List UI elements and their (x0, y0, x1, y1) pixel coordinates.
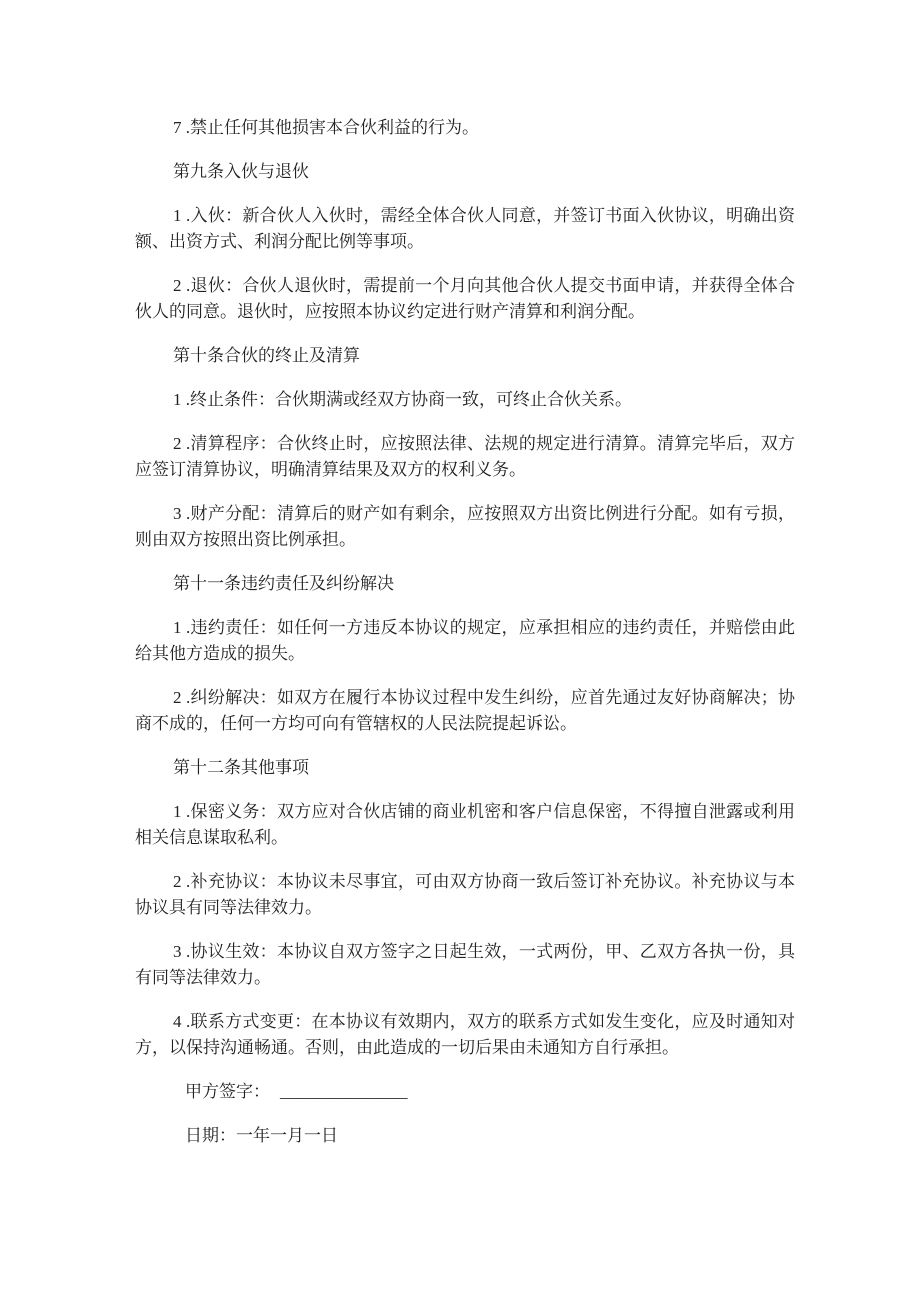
para-joining: 1 .入伙：新合伙人入伙时，需经全体合伙人同意，并签订书面入伙协议，明确出资额、出资方式、利润分配比例等事项。 (135, 206, 795, 251)
date-line (135, 1123, 795, 1149)
heading-article-10-termination-liquidation: 第十条合伙的终止及清算 (173, 346, 360, 365)
heading-article-12-misc: 第十二条其他事项 (173, 758, 309, 777)
signature-line-party-a (135, 1079, 795, 1105)
signature-party-a-label: 甲方签字： (185, 1082, 270, 1101)
para-termination-condition: 1 .终止条件：合伙期满或经双方协商一致，可终止合伙关系。 (173, 390, 632, 409)
clause-prohibit-harm: 7 .禁止任何其他损害本合伙利益的行为。 (173, 118, 479, 137)
para-withdrawal: 2 .退伙：合伙人退伙时，需提前一个月向其他合伙人提交书面申请，并获得全体合伙人的同意。退伙时，应按照本协议约定进行财产清算和利润分配。 (135, 276, 795, 321)
date-value: 一年一月一日 (236, 1126, 338, 1145)
para-dispute-resolution: 2 .纠纷解决：如双方在履行本协议过程中发生纠纷，应首先通过友好协商解决；协商不成的，任何一方均可向有管辖权的人民法院提起诉讼。 (135, 688, 795, 733)
para-breach-liability: 1 .违约责任：如任何一方违反本协议的规定，应承担相应的违约责任，并赔偿由此给其他方造成的损失。 (135, 618, 795, 663)
para-supplementary-agreement: 2 .补充协议：本协议未尽事宜，可由双方协商一致后签订补充协议。补充协议与本协议具有同等法律效力。 (135, 872, 795, 917)
signature-blank-line: _______________ (280, 1082, 408, 1101)
para-property-distribution: 3 .财产分配：清算后的财产如有剩余，应按照双方出资比例进行分配。如有亏损，则由双方按照出资比例承担。 (135, 504, 795, 549)
para-effectiveness: 3 .协议生效：本协议自双方签字之日起生效，一式两份，甲、乙双方各执一份，具有同等法律效力。 (135, 942, 795, 987)
para-confidentiality: 1 .保密义务：双方应对合伙店铺的商业机密和客户信息保密，不得擅自泄露或利用相关信息谋取私利。 (135, 802, 795, 847)
para-liquidation-procedure: 2 .清算程序：合伙终止时，应按照法律、法规的规定进行清算。清算完毕后，双方应签订清算协议，明确清算结果及双方的权利义务。 (135, 434, 795, 479)
heading-article-9-joining-withdrawal: 第九条入伙与退伙 (173, 162, 309, 181)
para-contact-change: 4 .联系方式变更：在本协议有效期内，双方的联系方式如发生变化，应及时通知对方，以保持沟通畅通。否则，由此造成的一切后果由未通知方自行承担。 (135, 1012, 795, 1057)
heading-article-11-breach-dispute: 第十一条违约责任及纠纷解决 (173, 574, 394, 593)
contract-body (135, 115, 795, 1149)
date-label: 日期： (185, 1126, 236, 1145)
